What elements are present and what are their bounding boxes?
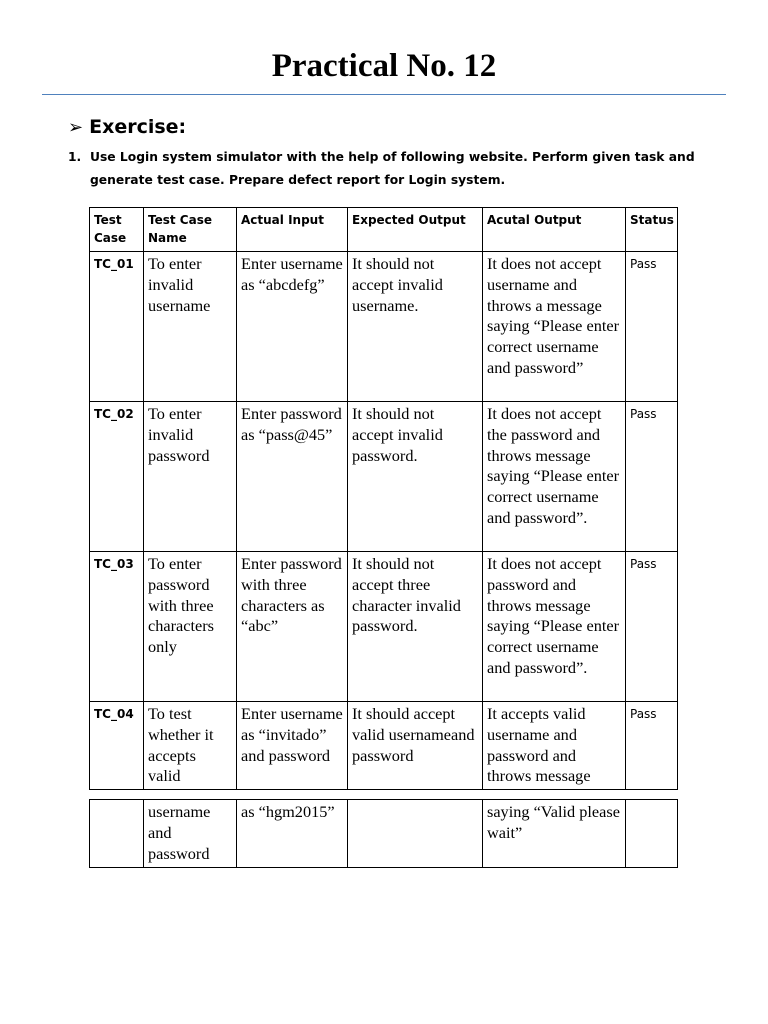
status-value: Pass bbox=[626, 702, 678, 790]
header-test-case-name: Test Case Name bbox=[144, 208, 237, 252]
expected-output: It should not accept three character invalid password. bbox=[348, 552, 483, 702]
actual-input: Enter password as “pass@45” bbox=[237, 402, 348, 552]
instruction-item bbox=[68, 146, 730, 192]
actual-input: as “hgm2015” bbox=[237, 800, 348, 868]
actual-output: It does not accept the password and throws message saying “Please enter correct username and password”. bbox=[483, 402, 626, 552]
test-case-table-continued bbox=[89, 799, 678, 868]
test-case-name: To enter invalid username bbox=[144, 252, 237, 402]
instruction-text: Use Login system simulator with the help of following website. Perform given task and generate test case. Prepare defect report for Login system. bbox=[90, 150, 695, 187]
test-case-id: TC_02 bbox=[90, 402, 144, 552]
test-case-id: TC_01 bbox=[90, 252, 144, 402]
actual-output: It accepts valid username and password and throws message bbox=[483, 702, 626, 790]
actual-output: saying “Valid please wait” bbox=[483, 800, 626, 868]
instruction-number: 1. bbox=[68, 150, 82, 164]
status-value: Pass bbox=[626, 252, 678, 402]
table-header-row bbox=[90, 208, 678, 252]
test-case-id: TC_04 bbox=[90, 702, 144, 790]
arrow-bullet-icon: ➢ bbox=[68, 116, 84, 138]
table-row bbox=[90, 402, 678, 552]
expected-output: It should accept valid usernameand password bbox=[348, 702, 483, 790]
test-case-name: username and password bbox=[144, 800, 237, 868]
status-value bbox=[626, 800, 678, 868]
test-case-table bbox=[89, 207, 678, 790]
test-case-name: To test whether it accepts valid bbox=[144, 702, 237, 790]
table-row bbox=[90, 800, 678, 868]
status-value: Pass bbox=[626, 552, 678, 702]
table-row bbox=[90, 252, 678, 402]
page-title: Practical No. 12 bbox=[271, 48, 497, 84]
test-case-id: TC_03 bbox=[90, 552, 144, 702]
actual-input: Enter password with three characters as “abc” bbox=[237, 552, 348, 702]
title-divider bbox=[42, 94, 726, 95]
section-heading bbox=[68, 116, 186, 138]
expected-output: It should not accept invalid password. bbox=[348, 402, 483, 552]
header-actual-input: Actual Input bbox=[237, 208, 348, 252]
table-row bbox=[90, 552, 678, 702]
section-heading-label: Exercise: bbox=[89, 116, 187, 138]
expected-output: It should not accept invalid username. bbox=[348, 252, 483, 402]
actual-input: Enter username as “invitado” and password bbox=[237, 702, 348, 790]
table-row bbox=[90, 702, 678, 790]
header-status: Status bbox=[626, 208, 678, 252]
expected-output bbox=[348, 800, 483, 868]
status-value: Pass bbox=[626, 402, 678, 552]
test-case-name: To enter invalid password bbox=[144, 402, 237, 552]
actual-output: It does not accept password and throws message saying “Please enter correct username and password”. bbox=[483, 552, 626, 702]
actual-input: Enter username as “abcdefg” bbox=[237, 252, 348, 402]
header-expected-output: Expected Output bbox=[348, 208, 483, 252]
header-test-case: Test Case bbox=[90, 208, 144, 252]
test-case-id bbox=[90, 800, 144, 868]
header-actual-output: Acutal Output bbox=[483, 208, 626, 252]
actual-output: It does not accept username and throws a message saying “Please enter correct username and password” bbox=[483, 252, 626, 402]
test-case-name: To enter password with three characters only bbox=[144, 552, 237, 702]
